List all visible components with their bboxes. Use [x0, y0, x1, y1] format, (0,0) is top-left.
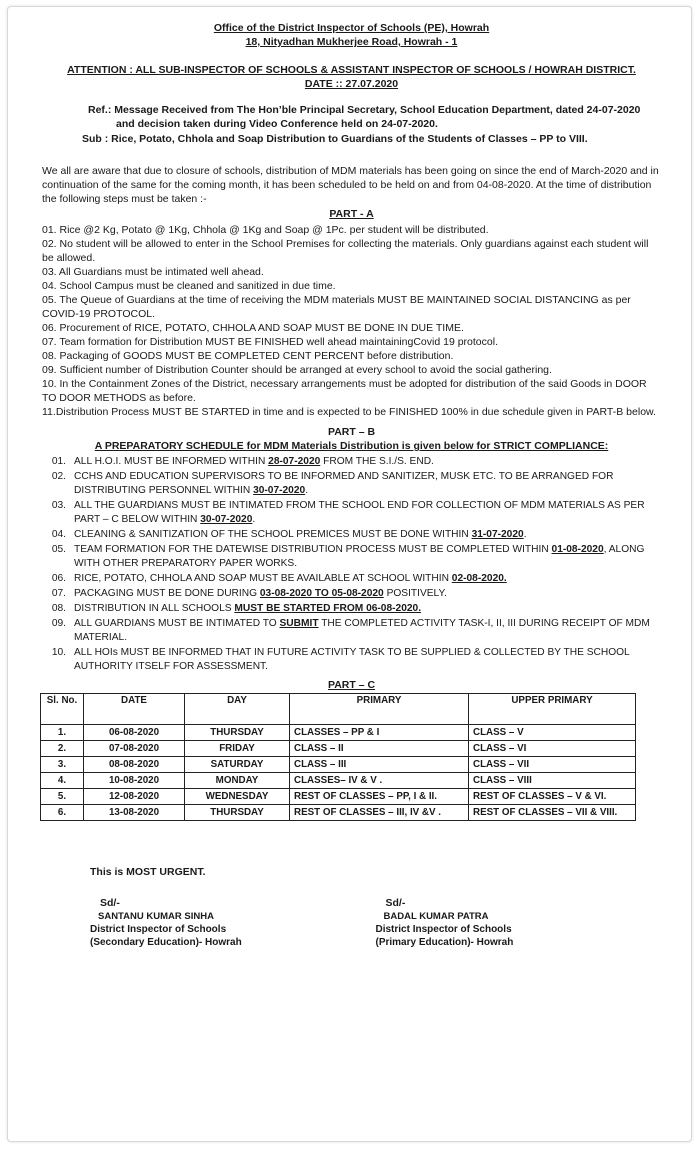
table-row	[41, 725, 636, 741]
part-a-item: 10. In the Containment Zones of the District, necessary arrangements must be adopted for distribution of the said Goods in DOOR TO DOOR METHODS as before.	[42, 378, 647, 404]
part-c-title: PART – C	[327, 679, 376, 691]
part-b-item-deadline: 01-08-2020	[551, 544, 604, 555]
part-b-item-text	[74, 528, 661, 542]
reference	[42, 103, 661, 131]
urgent-note: This is MOST URGENT.	[90, 866, 206, 878]
part-b-item-text	[74, 572, 661, 586]
table-cell: 12-08-2020	[84, 789, 185, 805]
part-b-item	[42, 646, 661, 674]
table-cell: 1.	[41, 725, 84, 741]
table-cell: REST OF CLASSES – III, IV &V .	[290, 805, 469, 821]
part-a-item: 02. No student will be allowed to enter in the School Premises for collecting the materials. Only guardians against each student will be allowed.	[42, 238, 649, 264]
part-b-subtitle: A PREPARATORY SCHEDULE for MDM Materials Distribution is given below for STRICT COMPLIANCE:	[94, 440, 609, 452]
signatory-name: BADAL KUMAR PATRA	[383, 911, 489, 922]
column-header: DATE	[84, 694, 185, 725]
part-a-item: 01. Rice @2 Kg, Potato @ 1Kg, Chhola @ 1Kg and Soap @ 1Pc. per student will be distributed.	[42, 224, 489, 236]
table-cell: 07-08-2020	[84, 741, 185, 757]
part-b-item	[42, 499, 661, 527]
document-page	[7, 6, 692, 1142]
table-cell: 06-08-2020	[84, 725, 185, 741]
table-cell: CLASS – VI	[469, 741, 636, 757]
part-b-item-number: 07.	[51, 588, 66, 599]
part-b-item-body: ALL H.O.I. MUST BE INFORMED WITHIN	[74, 456, 266, 467]
part-b-item-deadline: MUST BE STARTED FROM 06-08-2020.	[234, 603, 422, 614]
part-b-item-deadline: 28-07-2020	[268, 456, 321, 467]
table-row	[41, 773, 636, 789]
part-a-item: 04. School Campus must be cleaned and sanitized in due time.	[42, 280, 336, 292]
part-b-item-rest: .	[523, 529, 527, 540]
part-b-item-deadline: 31-07-2020	[471, 529, 524, 540]
table-row	[41, 805, 636, 821]
part-a-list	[42, 223, 661, 419]
table-cell: MONDAY	[185, 773, 290, 789]
part-b-item-number: 09.	[51, 618, 66, 629]
signatory-unit: (Primary Education)- Howrah	[375, 937, 514, 948]
table-cell: CLASS – III	[290, 757, 469, 773]
memo-date: DATE :: 27.07.2020	[304, 78, 399, 90]
intro-paragraph: We all are aware that due to closure of schools, distribution of MDM materials has been going on since the end of March-2020 and in continuation of the same for the coming month, it has been scheduled to be held on and from 04-08-2020. At the time of distribution the following steps must be taken :-	[42, 165, 659, 205]
part-b-item-number: 01.	[51, 456, 66, 467]
part-b-item-body: PACKAGING MUST BE DONE DURING	[74, 588, 258, 599]
table-cell: CLASSES– IV & V .	[290, 773, 469, 789]
signatory-designation: District Inspector of Schools	[375, 924, 512, 935]
signatory-designation: District Inspector of Schools	[90, 924, 227, 935]
signature-right	[376, 897, 662, 949]
signature-sd: Sd/-	[100, 897, 120, 909]
column-header: Sl. No.	[41, 694, 84, 725]
table-row	[41, 741, 636, 757]
table-cell: CLASS – VIII	[469, 773, 636, 789]
table-cell: REST OF CLASSES – V & VI.	[469, 789, 636, 805]
part-b-item-body: CLEANING & SANITIZATION OF THE SCHOOL PREMICES MUST BE DONE WITHIN	[74, 529, 469, 540]
part-b-item-body: TEAM FORMATION FOR THE DATEWISE DISTRIBUTION PROCESS MUST BE COMPLETED WITHIN	[74, 544, 549, 555]
part-b-item-text	[74, 455, 661, 469]
part-b-item-body: CCHS AND EDUCATION SUPERVISORS TO BE INFORMED AND SANITIZER, MUSK ETC. TO BE ARRANGED FOR DISTRIBUTING PERSONNEL WITHIN	[74, 471, 614, 496]
part-b-item-number: 05.	[51, 544, 66, 555]
column-header: DAY	[185, 694, 290, 725]
part-b-item-number: 10.	[51, 647, 66, 658]
table-cell: 5.	[41, 789, 84, 805]
part-b-item	[42, 543, 661, 571]
part-a-item: 05. The Queue of Guardians at the time of receiving the MDM materials MUST BE MAINTAINED SOCIAL DISTANCING as per COVID-19 PROTOCOL.	[42, 294, 631, 320]
part-b-item-deadline: 30-07-2020	[253, 485, 306, 496]
part-b-item-rest: POSITIVELY.	[383, 588, 447, 599]
schedule-table	[40, 693, 636, 821]
office-address: 18, Nityadhan Mukherjee Road, Howrah - 1	[245, 36, 458, 48]
part-b-item	[42, 455, 661, 469]
table-header-row	[41, 694, 636, 725]
part-b-item	[42, 470, 661, 498]
table-cell: 4.	[41, 773, 84, 789]
part-b-item-rest: , ALONG WITH OTHER PREPARATORY PAPER WORKS.	[74, 544, 645, 569]
part-b-item-body: ALL HOIs MUST BE INFORMED THAT IN FUTURE ACTIVITY TASK TO BE SUPPLIED & COLLECTED BY THE SCHOOL AUTHORITY ITSELF FOR ASSESSMENT.	[74, 647, 630, 672]
part-b-item-text	[74, 470, 661, 498]
part-b-item-rest: .	[305, 485, 309, 496]
part-b-item-body: DISTRIBUTION IN ALL SCHOOLS	[74, 603, 232, 614]
table-cell: WEDNESDAY	[185, 789, 290, 805]
attention-line: ATTENTION : ALL SUB-INSPECTOR OF SCHOOLS & ASSISTANT INSPECTOR OF SCHOOLS / HOWRAH DISTRICT.	[67, 64, 636, 76]
part-b-item-text	[74, 587, 661, 601]
part-b-item	[42, 587, 661, 601]
table-cell: 13-08-2020	[84, 805, 185, 821]
signature-sd: Sd/-	[385, 897, 406, 909]
signature-left	[42, 897, 376, 949]
part-b-item-text	[74, 499, 661, 527]
part-b-item-text	[74, 543, 661, 571]
part-b-item	[42, 617, 661, 645]
signatory-unit: (Secondary Education)- Howrah	[90, 937, 242, 948]
part-b-item-deadline: 30-07-2020	[200, 514, 253, 525]
table-cell: REST OF CLASSES – VII & VIII.	[469, 805, 636, 821]
column-header: PRIMARY	[290, 694, 469, 725]
column-header: UPPER PRIMARY	[469, 694, 636, 725]
table-cell: THURSDAY	[185, 725, 290, 741]
table-row	[41, 789, 636, 805]
part-a-item: 07. Team formation for Distribution MUST BE FINISHED well ahead maintainingCovid 19 protocol.	[42, 336, 498, 348]
table-cell: CLASSES – PP & I	[290, 725, 469, 741]
table-cell: 10-08-2020	[84, 773, 185, 789]
part-b-item-number: 08.	[51, 603, 66, 614]
part-a-item: 06. Procurement of RICE, POTATO, CHHOLA AND SOAP MUST BE DONE IN DUE TIME.	[42, 322, 464, 334]
part-b-item-deadline: 03-08-2020 TO 05-08-2020	[259, 588, 384, 599]
part-b-item-number: 03.	[51, 500, 66, 511]
part-b-item-body: ALL GUARDIANS MUST BE INTIMATED TO	[74, 618, 277, 629]
part-a-item: 11.Distribution Process MUST BE STARTED in time and is expected to be FINISHED 100% in due schedule given in PART-B below.	[42, 406, 656, 418]
part-a-item: 09. Sufficient number of Distribution Counter should be arranged at every school to avoid the social gathering.	[42, 364, 552, 376]
part-b-item-rest: .	[252, 514, 256, 525]
part-b-item-deadline: 02-08-2020.	[451, 573, 507, 584]
table-cell: 6.	[41, 805, 84, 821]
table-cell: SATURDAY	[185, 757, 290, 773]
signatory-name: SANTANU KUMAR SINHA	[98, 911, 214, 922]
table-cell: CLASS – VII	[469, 757, 636, 773]
subject-line: Sub : Rice, Potato, Chhola and Soap Distribution to Guardians of the Students of Classes – PP to VIII.	[82, 133, 588, 145]
table-cell: 08-08-2020	[84, 757, 185, 773]
part-a-item: 08. Packaging of GOODS MUST BE COMPLETED CENT PERCENT before distribution.	[42, 350, 454, 362]
table-row	[41, 757, 636, 773]
part-b-item-text	[74, 602, 661, 616]
table-cell: REST OF CLASSES – PP, I & II.	[290, 789, 469, 805]
part-b-item-body: ALL THE GUARDIANS MUST BE INTIMATED FROM THE SCHOOL END FOR COLLECTION OF MDM MATERIALS AS PER PART – C BELOW WITHIN	[74, 500, 645, 525]
part-b-item-number: 04.	[51, 529, 66, 540]
part-b-item	[42, 572, 661, 586]
part-a-item: 03. All Guardians must be intimated well ahead.	[42, 266, 264, 278]
part-b-item-number: 02.	[51, 471, 66, 482]
part-b-item-text	[74, 617, 661, 645]
part-b-list	[42, 455, 661, 674]
table-cell: THURSDAY	[185, 805, 290, 821]
part-a-title: PART - A	[329, 208, 374, 220]
table-cell: CLASS – II	[290, 741, 469, 757]
table-cell: 3.	[41, 757, 84, 773]
part-b-item-deadline: SUBMIT	[279, 618, 319, 629]
office-title: Office of the District Inspector of Schools (PE), Howrah	[213, 22, 490, 34]
part-b-item-number: 06.	[51, 573, 66, 584]
signatures	[42, 897, 661, 949]
table-cell: FRIDAY	[185, 741, 290, 757]
part-b-title: PART – B	[327, 426, 376, 438]
table-cell: CLASS – V	[469, 725, 636, 741]
part-b-item-text	[74, 646, 661, 674]
part-b-item	[42, 528, 661, 542]
reference-line-2: and decision taken during Video Conference held on 24-07-2020.	[116, 118, 438, 130]
part-b-item-body: RICE, POTATO, CHHOLA AND SOAP MUST BE AVAILABLE AT SCHOOL WITHIN	[74, 573, 449, 584]
part-b-item-rest: FROM THE S.I./S. END.	[320, 456, 434, 467]
reference-line-1: Ref.: Message Received from The Hon’ble Principal Secretary, School Education Department, dated 24-07-2020	[88, 104, 641, 116]
part-b-item-rest: THE COMPLETED ACTIVITY TASK-I, II, III DURING RECEIPT OF MDM MATERIAL.	[74, 618, 650, 643]
part-b-item	[42, 602, 661, 616]
table-cell: 2.	[41, 741, 84, 757]
